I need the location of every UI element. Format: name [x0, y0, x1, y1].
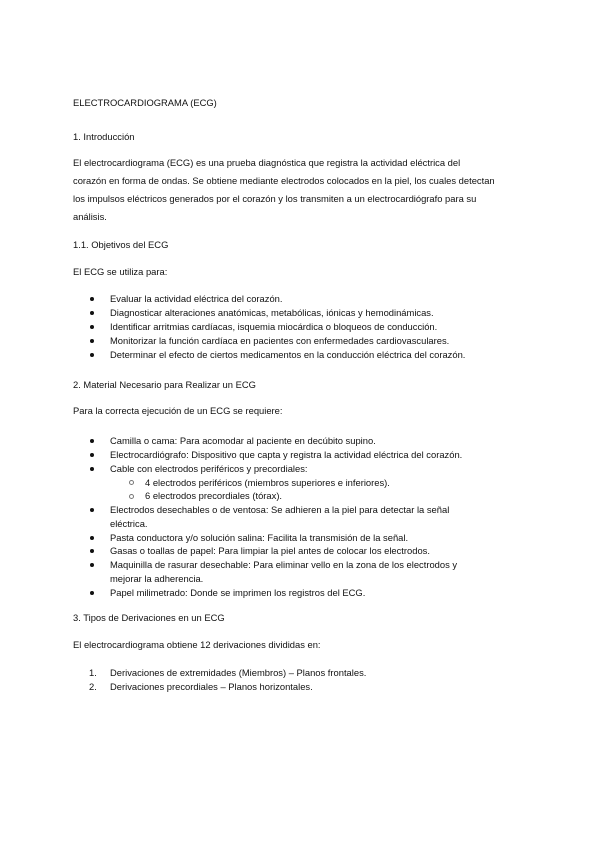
list-item: Derivaciones de extremidades (Miembros) – Planos frontales.: [110, 667, 367, 678]
paragraph: Para la correcta ejecución de un ECG se requiere:: [73, 405, 283, 416]
bullet-icon: [90, 467, 94, 471]
bullet-icon: [90, 439, 94, 443]
document-title: ELECTROCARDIOGRAMA (ECG): [73, 97, 217, 108]
paragraph-line: corazón en forma de ondas. Se obtiene mediante electrodos colocados en la piel, los cuales detectan: [73, 175, 495, 186]
sub-list-item: 6 electrodos precordiales (tórax).: [145, 490, 283, 501]
section-heading: 3. Tipos de Derivaciones en un ECG: [73, 612, 225, 623]
paragraph-line: análisis.: [73, 211, 107, 222]
bullet-icon: [90, 353, 94, 357]
bullet-icon: [90, 591, 94, 595]
list-item: Monitorizar la función cardíaca en pacientes con enfermedades cardiovasculares.: [110, 335, 450, 346]
bullet-icon: [90, 325, 94, 329]
list-item: Derivaciones precordiales – Planos horizontales.: [110, 681, 313, 692]
list-item: Electrocardiógrafo: Dispositivo que capta y registra la actividad eléctrica del corazón.: [110, 449, 463, 460]
bullet-icon: [90, 508, 94, 512]
list-item: Cable con electrodos periféricos y precordiales:: [110, 463, 308, 474]
circle-bullet-icon: [129, 480, 134, 485]
list-item: Gasas o toallas de papel: Para limpiar la piel antes de colocar los electrodos.: [110, 545, 430, 556]
list-item: Maquinilla de rasurar desechable: Para eliminar vello en la zona de los electrodos y: [110, 559, 458, 570]
paragraph-line: El electrocardiograma (ECG) es una prueba diagnóstica que registra la actividad eléctrica del: [73, 157, 461, 168]
section-heading: 1. Introducción: [73, 131, 135, 142]
bullet-icon: [90, 297, 94, 301]
section-heading: 1.1. Objetivos del ECG: [73, 239, 169, 250]
sub-list-item: 4 electrodos periféricos (miembros superiores e inferiores).: [145, 477, 390, 488]
list-item-continuation: mejorar la adherencia.: [110, 573, 204, 584]
paragraph: El electrocardiograma obtiene 12 derivaciones divididas en:: [73, 639, 321, 650]
list-item: Determinar el efecto de ciertos medicamentos en la conducción eléctrica del corazón.: [110, 349, 466, 360]
list-number: 1.: [89, 667, 97, 678]
bullet-icon: [90, 311, 94, 315]
list-item: Electrodos desechables o de ventosa: Se adhieren a la piel para detectar la señal: [110, 504, 450, 515]
bullet-icon: [90, 563, 94, 567]
list-item: Diagnosticar alteraciones anatómicas, metabólicas, iónicas y hemodinámicas.: [110, 307, 434, 318]
circle-bullet-icon: [129, 494, 134, 499]
list-number: 2.: [89, 681, 97, 692]
list-item-continuation: eléctrica.: [110, 518, 148, 529]
list-item: Papel milimetrado: Donde se imprimen los registros del ECG.: [110, 587, 366, 598]
bullet-icon: [90, 453, 94, 457]
list-item: Camilla o cama: Para acomodar al paciente en decúbito supino.: [110, 435, 376, 446]
paragraph-line: los impulsos eléctricos generados por el corazón y los transmiten a un electrocardiógrafo para su: [73, 193, 477, 204]
paragraph: El ECG se utiliza para:: [73, 266, 168, 277]
list-item: Evaluar la actividad eléctrica del corazón.: [110, 293, 283, 304]
bullet-icon: [90, 549, 94, 553]
section-heading: 2. Material Necesario para Realizar un ECG: [73, 379, 256, 390]
list-item: Identificar arritmias cardíacas, isquemia miocárdica o bloqueos de conducción.: [110, 321, 438, 332]
list-item: Pasta conductora y/o solución salina: Facilita la transmisión de la señal.: [110, 532, 409, 543]
bullet-icon: [90, 339, 94, 343]
bullet-icon: [90, 536, 94, 540]
